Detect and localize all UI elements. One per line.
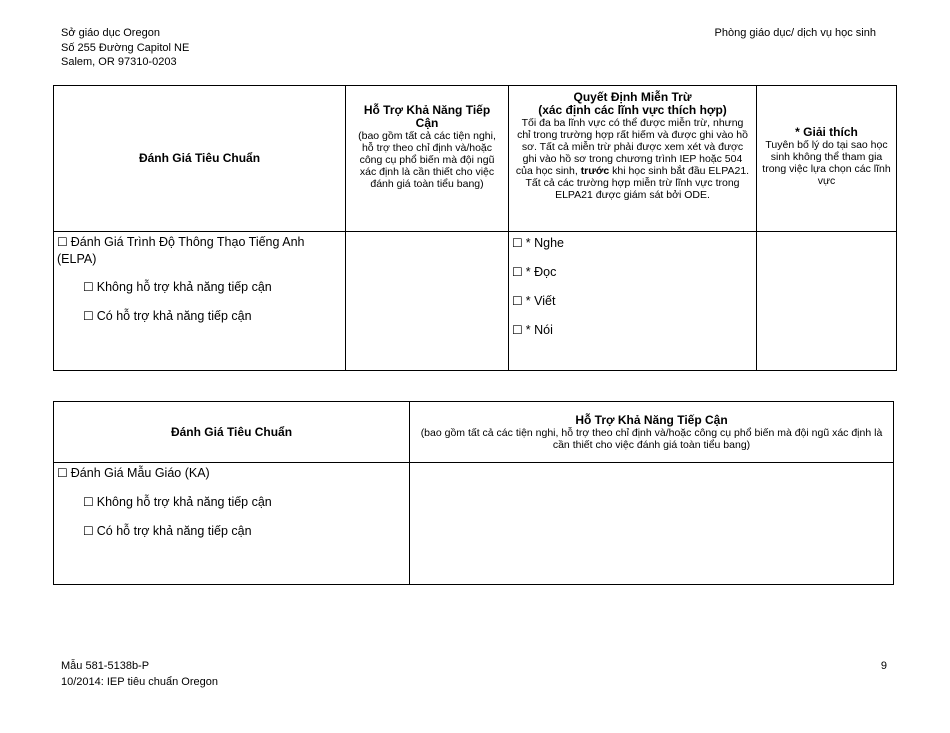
ka-options-cell: [54, 463, 410, 585]
domain-writing-option[interactable]: ☐ * Viết: [512, 294, 556, 308]
exemption-emphasis: trước: [580, 165, 610, 177]
ka-no-support-option[interactable]: ☐ Không hỗ trợ khả năng tiếp cận: [83, 495, 272, 509]
elpa-support-entry-cell[interactable]: [346, 232, 509, 371]
checkbox-icon[interactable]: ☐: [83, 524, 94, 538]
letterhead: [61, 26, 189, 70]
elpa-explanation-entry-cell[interactable]: [757, 232, 897, 371]
header-standard-assessment: Đánh Giá Tiêu Chuẩn: [54, 86, 346, 232]
elpa-with-support-option[interactable]: ☐ Có hỗ trợ khả năng tiếp cận: [83, 309, 252, 323]
checkbox-icon[interactable]: ☐: [512, 323, 523, 337]
header-standard-assessment: Đánh Giá Tiêu Chuẩn: [54, 402, 410, 463]
form-footer: [61, 658, 218, 690]
checkbox-icon[interactable]: ☐: [83, 309, 94, 323]
explanation-desc: Tuyên bố lý do tại sao học sinh không thể tham gia trong việc lựa chọn các lĩnh vực: [762, 139, 891, 187]
elpa-assessment-table: [53, 85, 897, 371]
kindergarten-assessment-table: [53, 401, 894, 585]
elpa-domain-options-cell: [509, 232, 757, 371]
elpa-no-support-option[interactable]: ☐ Không hỗ trợ khả năng tiếp cận: [83, 280, 272, 294]
department-label: Phòng giáo dục/ dịch vụ học sinh: [714, 27, 876, 39]
exemption-title: Quyết Định Miễn Trừ: [573, 90, 692, 104]
header-accessibility-support: [410, 402, 894, 463]
form-date: 10/2014: IEP tiêu chuẩn Oregon: [61, 676, 218, 688]
form-number: Mẫu 581-5138b-P: [61, 660, 150, 672]
checkbox-icon[interactable]: ☐: [57, 466, 68, 480]
domain-reading-option[interactable]: ☐ * Đọc: [512, 265, 557, 279]
accessibility-support-desc: (bao gồm tất cả các tiện nghi, hỗ trợ theo chỉ định và/hoặc công cụ phổ biến mà đội ngũ xác định là cần thiết cho việc đánh giá toàn tiểu bang): [420, 427, 883, 451]
checkbox-icon[interactable]: ☐: [83, 495, 94, 509]
checkbox-icon[interactable]: ☐: [512, 265, 523, 279]
checkbox-icon[interactable]: ☐: [83, 280, 94, 294]
explanation-title: * Giải thích: [795, 125, 858, 139]
elpa-assessment-option[interactable]: ☐ Đánh Giá Trình Độ Thông Thạo Tiếng Anh (ELPA): [57, 235, 305, 266]
address-line-1: Số 255 Đường Capitol NE: [61, 41, 190, 54]
ka-with-support-option[interactable]: ☐ Có hỗ trợ khả năng tiếp cận: [83, 524, 252, 538]
domain-speaking-option[interactable]: ☐ * Nói: [512, 323, 553, 337]
checkbox-icon[interactable]: ☐: [512, 236, 523, 250]
address-line-2: Salem, OR 97310-0203: [61, 56, 177, 68]
ka-support-entry-cell[interactable]: [410, 463, 894, 585]
accessibility-support-desc: (bao gồm tất cả các tiện nghi, hỗ trợ theo chỉ định và/hoặc công cụ phổ biến mà đội ngũ xác định là cần thiết cho việc đánh giá toàn tiểu bang): [358, 130, 496, 190]
accessibility-support-title: Hỗ Trợ Khả Năng Tiếp Cận: [363, 103, 491, 130]
checkbox-icon[interactable]: ☐: [512, 294, 523, 308]
checkbox-icon[interactable]: ☐: [57, 235, 68, 249]
elpa-options-cell: [54, 232, 346, 371]
header-accessibility-support: [346, 86, 509, 232]
header-exemption-decision: [509, 86, 757, 232]
page-number: 9: [880, 660, 887, 672]
accessibility-support-title: Hỗ Trợ Khả Năng Tiếp Cận: [575, 413, 728, 427]
ka-assessment-option[interactable]: ☐ Đánh Giá Mẫu Giáo (KA): [57, 466, 210, 480]
org-name: Sở giáo dục Oregon: [61, 27, 160, 39]
header-explanation: [757, 86, 897, 232]
domain-listening-option[interactable]: ☐ * Nghe: [512, 236, 564, 250]
exemption-desc: Tối đa ba lĩnh vực có thể được miễn trừ, nhưng chỉ trong trường hợp rất hiếm và được ghi vào hồ sơ. Tất cả miễn trừ phải được xem xét và được ghi vào hồ sơ trong chương trình IEP hoặc 504 của học sinh, trước khi học sinh bắt đầu ELPA21. Tất cả các trường hợp miễn trừ lĩnh vực trong ELPA21 được giám sát bởi ODE.: [515, 117, 750, 201]
exemption-subtitle: (xác định các lĩnh vực thích hợp): [538, 103, 727, 117]
